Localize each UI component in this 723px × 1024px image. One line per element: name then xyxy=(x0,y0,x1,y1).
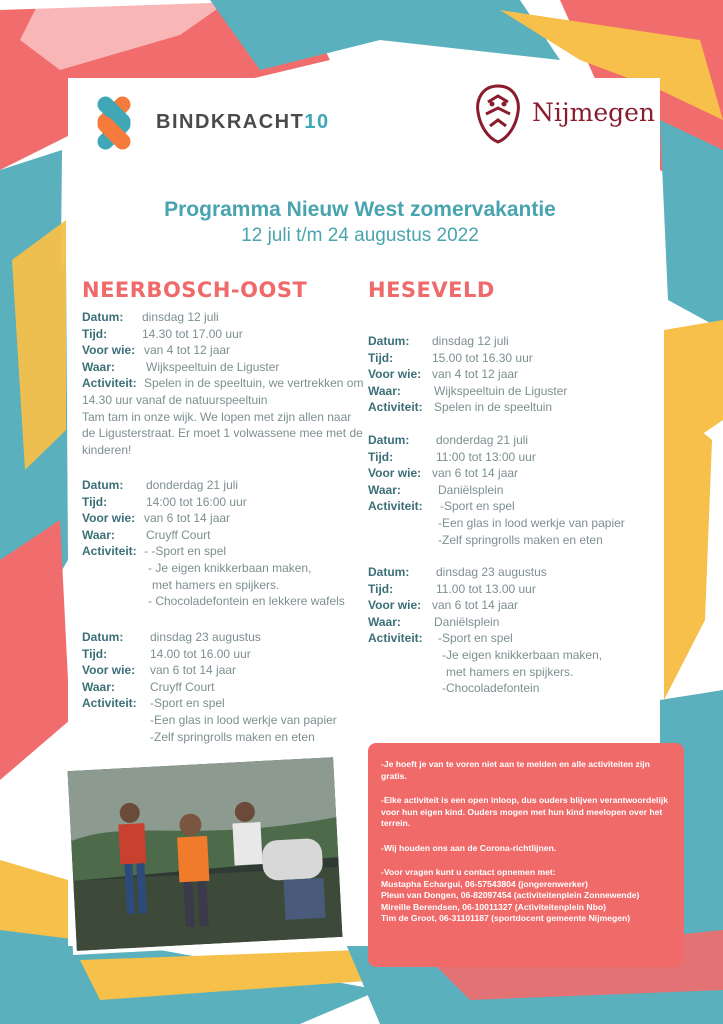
event-activity-2: -Je eigen knikkerbaan maken, xyxy=(442,647,603,662)
event-date: donderdag 21 juli xyxy=(146,478,239,492)
info-box xyxy=(368,743,684,967)
nijmegen-lion-icon xyxy=(470,82,526,144)
event-location: Wijkspeeltuin de Liguster xyxy=(146,359,280,374)
event-activity-2: - Je eigen knikkerbaan maken, xyxy=(148,560,312,575)
page-subtitle: 12 juli t/m 24 augustus 2022 xyxy=(241,225,479,246)
tijd-label: Tijd: xyxy=(82,494,108,509)
page-title: Programma Nieuw West zomervakantie xyxy=(164,198,556,221)
event-time: 14.00 tot 16.00 uur xyxy=(150,646,251,661)
voor-wie-label: Voor wie: xyxy=(82,343,136,358)
heseveld-event-3 xyxy=(368,564,658,697)
photo-illustration xyxy=(67,757,342,951)
event-age: van 6 tot 14 jaar xyxy=(144,511,231,526)
event-date: dinsdag 12 juli xyxy=(142,310,219,324)
contact-2: Pleun van Dongen, 06-82097454 (activiteitenplein Zonnewende) xyxy=(381,890,640,900)
event-age: van 6 tot 14 jaar xyxy=(150,663,237,678)
waar-label: Waar: xyxy=(82,359,115,374)
event-date: dinsdag 12 juli xyxy=(432,334,509,348)
event-date: dinsdag 23 augustus xyxy=(436,565,547,579)
contact-4: Tim de Groot, 06-31101187 (sportdocent gemeente Nijmegen) xyxy=(381,913,631,923)
children-playing-photo xyxy=(63,753,346,955)
info-registration: -Je hoeft je van te voren niet aan te melden en alle activiteiten zijn gratis. xyxy=(381,759,650,781)
event-activity-4: - Chocoladefontein en lekkere wafels xyxy=(148,594,345,609)
tijd-label: Tijd: xyxy=(82,646,108,661)
voor-wie-label: Voor wie: xyxy=(368,466,422,481)
event-activity-3: -Zelf springrolls maken en eten xyxy=(150,729,315,744)
event-location: Wijkspeeltuin de Liguster xyxy=(434,383,568,398)
event-time: 11:00 tot 13:00 uur xyxy=(436,449,536,464)
event-age: van 4 tot 12 jaar xyxy=(144,343,231,358)
waar-label: Waar: xyxy=(368,614,401,629)
nijmegen-logo xyxy=(470,82,660,144)
event-activity-1: - -Sport en spel xyxy=(144,544,227,559)
heseveld-event-2 xyxy=(368,432,658,548)
event-activity: Spelen in de speeltuin, we vertrekken om xyxy=(144,376,364,391)
event-activity-1: -Sport en spel xyxy=(438,631,513,646)
info-corona: -Wij houden ons aan de Corona-richtlijnen. xyxy=(381,842,557,853)
waar-label: Waar: xyxy=(82,679,115,694)
voor-wie-label: Voor wie: xyxy=(82,663,136,678)
activiteit-label: Activiteit: xyxy=(82,544,137,559)
event-location: Daniëlsplein xyxy=(438,482,504,497)
event-activity-2: -Een glas in lood werkje van papier xyxy=(150,712,337,727)
event-location: Cruyff Court xyxy=(150,679,215,694)
event-time: 14:00 tot 16:00 uur xyxy=(146,494,247,509)
voor-wie-label: Voor wie: xyxy=(82,511,136,526)
tijd-label: Tijd: xyxy=(368,449,394,464)
event-time: 11.00 tot 13.00 uur xyxy=(436,581,536,596)
voor-wie-label: Voor wie: xyxy=(368,367,422,382)
waar-label: Waar: xyxy=(82,527,115,542)
event-activity-2: -Een glas in lood werkje van papier xyxy=(438,515,625,530)
info-contact-intro: -Voor vragen kunt u contact opnemen met: xyxy=(381,867,556,877)
neerbosch-event-2 xyxy=(82,477,372,610)
event-activity-3: met hamers en spijkers. xyxy=(152,577,280,592)
datum-label: Datum: xyxy=(82,630,124,644)
event-activity-1: -Sport en spel xyxy=(150,696,225,711)
event-location: Daniëlsplein xyxy=(434,614,500,629)
tijd-label: Tijd: xyxy=(368,581,394,596)
event-activity-extra: 14.30 uur vanaf de natuurspeeltuin xyxy=(82,392,268,407)
waar-label: Waar: xyxy=(368,482,401,497)
datum-label: Datum: xyxy=(368,433,410,447)
event-activity-3: met hamers en spijkers. xyxy=(446,664,574,679)
info-open-inloop: -Elke activiteit is een open inloop, dus ouders blijven verantwoordelijk voor hun eigen kind. Ouders mogen met hun kind meelopen over het terrein. xyxy=(381,795,669,828)
activiteit-label: Activiteit: xyxy=(82,696,137,711)
neerbosch-event-3 xyxy=(82,629,372,745)
heseveld-title: HESEVELD xyxy=(368,278,495,302)
datum-label: Datum: xyxy=(82,310,124,324)
event-date: dinsdag 23 augustus xyxy=(150,630,261,644)
event-activity-4: -Chocoladefontein xyxy=(442,681,540,696)
event-date: donderdag 21 juli xyxy=(436,433,529,447)
bindkracht-wordmark: BINDKRACHT10 xyxy=(156,111,330,133)
neerbosch-title: NEERBOSCH-OOST xyxy=(82,278,308,302)
contact-3: Mireille Berendsen, 06-10011327 (Activiteitenplein Nbo) xyxy=(381,901,606,912)
event-age: van 4 tot 12 jaar xyxy=(432,367,519,382)
activiteit-label: Activiteit: xyxy=(82,376,137,391)
event-location: Cruyff Court xyxy=(146,527,211,542)
event-time: 14.30 tot 17.00 uur xyxy=(142,326,243,341)
neerbosch-event-1 xyxy=(82,309,372,458)
event-activity-note: Tam tam in onze wijk. We lopen met zijn allen naar de Ligusterstraat. Er moet 1 volwassene mee met de kinderen! xyxy=(82,409,363,457)
bindkracht-logo xyxy=(84,95,334,151)
datum-label: Datum: xyxy=(368,334,410,348)
event-time: 15.00 tot 16.30 uur xyxy=(432,350,533,365)
heseveld-event-1 xyxy=(368,333,658,416)
event-age: van 6 tot 14 jaar xyxy=(432,466,519,481)
nijmegen-wordmark: Nijmegen xyxy=(532,98,656,127)
voor-wie-label: Voor wie: xyxy=(368,598,422,613)
bindkracht-x-icon xyxy=(84,95,148,151)
event-activity: Spelen in de speeltuin xyxy=(434,400,553,415)
event-age: van 6 tot 14 jaar xyxy=(432,598,519,613)
activiteit-label: Activiteit: xyxy=(368,400,423,415)
waar-label: Waar: xyxy=(368,383,401,398)
tijd-label: Tijd: xyxy=(368,350,394,365)
datum-label: Datum: xyxy=(368,565,410,579)
event-activity-1: -Sport en spel xyxy=(440,499,515,514)
event-activity-3: -Zelf springrolls maken en eten xyxy=(438,532,603,547)
activiteit-label: Activiteit: xyxy=(368,631,423,646)
activiteit-label: Activiteit: xyxy=(368,499,423,514)
tijd-label: Tijd: xyxy=(82,326,108,341)
datum-label: Datum: xyxy=(82,478,124,492)
contact-1: Mustapha Echargui, 06-57543804 (jongerenwerker) xyxy=(381,878,588,889)
